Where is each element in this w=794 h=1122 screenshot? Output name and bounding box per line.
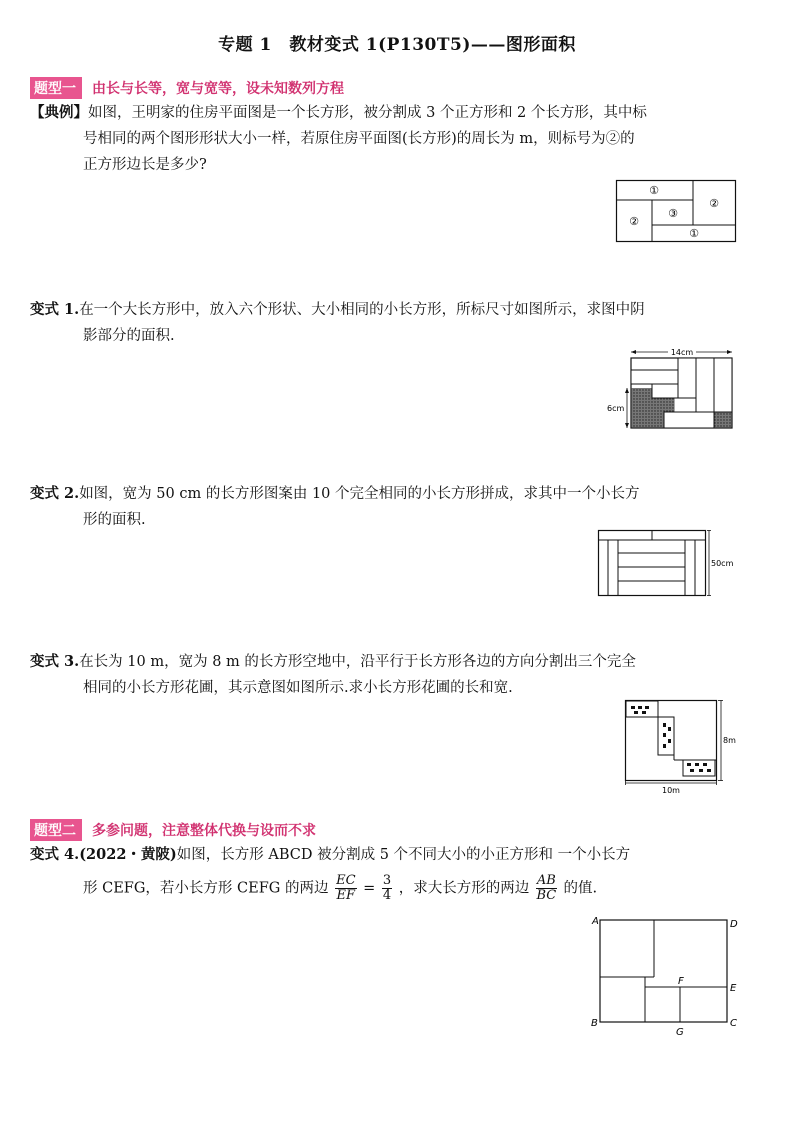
variant-2-line-1: 如图，宽为 50 cm 的长方形图案由 10 个完全相同的小长方形拼成，求其中一个小长方 xyxy=(79,486,640,502)
fraction-ec-ef xyxy=(335,874,356,903)
fraction-ab-bc xyxy=(536,874,557,903)
fig-label-2-right: ② xyxy=(709,197,719,210)
example-figure xyxy=(616,180,736,242)
variant-3-problem xyxy=(30,649,770,701)
variant-1-problem xyxy=(30,297,770,349)
example-label: 【典例】 xyxy=(30,104,88,121)
variant-2-figure xyxy=(598,530,738,600)
variant-4-line-2-a: 形 CEFG，若小长方形 CEFG 的两边 xyxy=(83,880,329,897)
variant-4-line-1: 如图，长方形 ABCD 被分割成 5 个不同大小的小正方形和 一个小长方 xyxy=(176,847,631,863)
fraction-ab-num: AB xyxy=(536,873,556,888)
variant-4-line-2-c: 的值. xyxy=(563,880,598,897)
equals-sign: = xyxy=(363,880,376,897)
section-two-tip: 多参问题，注意整体代换与设而不求 xyxy=(92,823,316,839)
variant-2-problem xyxy=(30,481,770,533)
point-b: B xyxy=(591,1018,598,1029)
fig-label-2-left: ② xyxy=(629,215,639,228)
variant-3-line-2: 相同的小长方形花圃，其示意图如图所示.求小长方形花圃的长和宽. xyxy=(83,680,513,696)
variant-1-line-2: 影部分的面积. xyxy=(83,328,175,344)
example-problem xyxy=(30,100,770,178)
variant-3-label: 变式 3. xyxy=(30,653,80,670)
point-c: C xyxy=(730,1018,737,1029)
section-one-tip: 由长与长等，宽与宽等，设未知数列方程 xyxy=(92,81,344,97)
variant-2-label: 变式 2. xyxy=(30,485,80,502)
fig-label-1-top: ① xyxy=(649,184,659,197)
page-title: 专题 1 教材变式 1(P130T5)——图形面积 xyxy=(218,35,576,55)
example-line-1: 如图，王明家的住房平面图是一个长方形，被分割成 3 个正方形和 2 个长方形，其中标 xyxy=(88,105,647,121)
point-d: D xyxy=(730,919,738,930)
section-one-badge: 题型一 xyxy=(30,77,82,99)
variant-4-source: (2022・黄陂) xyxy=(79,846,177,863)
fraction-3-4 xyxy=(382,874,392,903)
point-e: E xyxy=(730,983,737,994)
fraction-ec-num: EC xyxy=(336,873,356,888)
variant-2-line-2: 形的面积. xyxy=(83,512,146,528)
point-g: G xyxy=(676,1027,684,1038)
point-a: A xyxy=(592,916,599,927)
fig-label-1-bottom: ① xyxy=(689,227,699,240)
section-two-badge: 题型二 xyxy=(30,819,82,841)
variant-1-dim-left: 6cm xyxy=(607,404,625,413)
point-f: F xyxy=(678,976,684,987)
fig-label-3-center: ③ xyxy=(668,207,678,220)
example-line-3: 正方形边长是多少? xyxy=(83,157,207,173)
variant-2-dim-right: 50cm xyxy=(711,559,734,568)
variant-1-label: 变式 1. xyxy=(30,301,80,318)
variant-3-dim-right: 8m xyxy=(723,736,736,745)
fraction-ef-den: EF xyxy=(336,888,356,903)
section-one-header xyxy=(30,77,344,99)
fraction-4-den: 4 xyxy=(382,888,392,903)
variant-4-figure xyxy=(590,915,750,1040)
variant-1-dim-top: 14cm xyxy=(670,348,694,357)
variant-4-label: 变式 4. xyxy=(30,846,80,863)
variant-3-dim-bottom: 10m xyxy=(662,786,680,795)
section-two-header xyxy=(30,819,316,841)
variant-1-figure xyxy=(606,344,736,430)
example-line-2: 号相同的两个图形形状大小一样，若原住房平面图(长方形)的周长为 m，则标号为②的 xyxy=(83,131,635,147)
variant-4-problem xyxy=(30,842,770,903)
variant-4-line-2 xyxy=(30,874,770,903)
variant-1-line-1: 在一个大长方形中，放入六个形状、大小相同的小长方形，所标尺寸如图所示，求图中阴 xyxy=(79,302,645,318)
fraction-3-num: 3 xyxy=(382,873,392,888)
fraction-bc-den: BC xyxy=(536,888,557,903)
variant-3-figure xyxy=(625,700,745,796)
variant-4-line-2-b: ，求大长方形的两边 xyxy=(398,880,530,897)
variant-3-line-1: 在长为 10 m，宽为 8 m 的长方形空地中，沿平行于长方形各边的方向分割出三个完全 xyxy=(79,654,636,670)
